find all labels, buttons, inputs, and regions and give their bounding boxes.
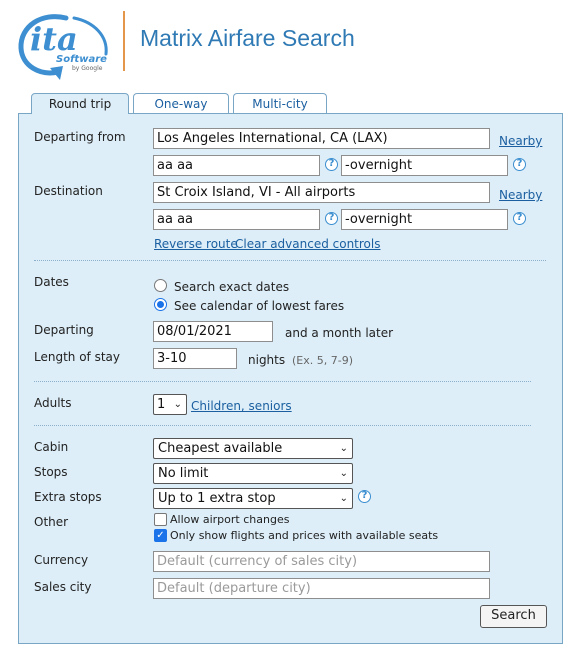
- exact-dates-label[interactable]: Search exact dates: [174, 280, 290, 294]
- destination-label: Destination: [34, 184, 103, 198]
- nights-label: nights: [248, 353, 286, 367]
- adults-select-value: 1: [157, 397, 166, 412]
- chevron-down-icon: ⌄: [339, 493, 348, 504]
- reverse-route-link[interactable]: Reverse route: [154, 237, 238, 251]
- destination-advanced-input[interactable]: aa aa: [153, 209, 320, 230]
- length-of-stay-label: Length of stay: [34, 350, 120, 364]
- adults-select[interactable]: [153, 394, 187, 415]
- help-icon[interactable]: ?: [513, 212, 526, 225]
- search-button[interactable]: Search: [480, 605, 547, 628]
- destination-nearby-link[interactable]: Nearby: [499, 188, 543, 202]
- help-icon[interactable]: ?: [325, 212, 338, 225]
- stops-label: Stops: [34, 465, 68, 479]
- logo-wordmark: ita: [30, 20, 78, 58]
- stops-select[interactable]: [153, 463, 353, 484]
- length-of-stay-hint: (Ex. 5, 7-9): [292, 354, 353, 367]
- tab-multi-city[interactable]: Multi-city: [233, 93, 327, 113]
- cabin-label: Cabin: [34, 440, 69, 454]
- page-title: Matrix Airfare Search: [140, 25, 355, 51]
- chevron-down-icon: ⌄: [173, 399, 182, 410]
- sales-city-label: Sales city: [34, 580, 92, 594]
- help-icon[interactable]: ?: [358, 490, 371, 503]
- departing-from-label: Departing from: [34, 130, 126, 144]
- section-divider: [34, 425, 531, 426]
- departing-date-input[interactable]: 08/01/2021: [153, 321, 273, 342]
- chevron-down-icon: ⌄: [339, 443, 348, 454]
- dates-label: Dates: [34, 275, 69, 289]
- extra-stops-select-value: Up to 1 extra stop: [158, 491, 276, 506]
- other-label: Other: [34, 515, 69, 529]
- cabin-select[interactable]: [153, 438, 353, 459]
- available-seats-label[interactable]: Only show flights and prices with available seats: [170, 529, 439, 542]
- clear-advanced-controls-link[interactable]: Clear advanced controls: [235, 237, 381, 251]
- origin-nearby-link[interactable]: Nearby: [499, 134, 543, 148]
- origin-input[interactable]: Los Angeles International, CA (LAX): [153, 128, 490, 149]
- departing-date-suffix: and a month later: [285, 326, 394, 340]
- logo-by-google-text: by Google: [72, 65, 103, 72]
- stops-select-value: No limit: [158, 466, 209, 481]
- allow-airport-changes-checkbox[interactable]: [154, 513, 167, 526]
- extra-stops-select[interactable]: [153, 488, 353, 509]
- extra-stops-label: Extra stops: [34, 490, 102, 504]
- help-icon[interactable]: ?: [325, 158, 338, 171]
- header-divider: [123, 11, 125, 71]
- tab-round-trip[interactable]: Round trip: [31, 93, 129, 114]
- allow-airport-changes-label[interactable]: Allow airport changes: [170, 513, 290, 526]
- section-divider: [34, 260, 546, 261]
- currency-input[interactable]: Default (currency of sales city): [153, 551, 490, 572]
- calendar-fares-label[interactable]: See calendar of lowest fares: [174, 299, 345, 313]
- chevron-down-icon: ⌄: [339, 468, 348, 479]
- ita-software-logo: [14, 10, 114, 82]
- length-of-stay-input[interactable]: 3-10: [153, 348, 237, 369]
- origin-date-modifier-input[interactable]: -overnight: [341, 155, 508, 176]
- sales-city-input[interactable]: Default (departure city): [153, 578, 490, 599]
- destination-input[interactable]: St Croix Island, VI - All airports: [153, 182, 490, 203]
- tab-one-way[interactable]: One-way: [133, 93, 229, 113]
- available-seats-checkbox[interactable]: ✓: [154, 529, 167, 542]
- departing-date-label: Departing: [34, 323, 94, 337]
- cabin-select-value: Cheapest available: [158, 441, 283, 456]
- logo-software-text: Software: [56, 54, 107, 65]
- section-divider: [34, 381, 531, 382]
- calendar-fares-radio[interactable]: [154, 298, 167, 311]
- currency-label: Currency: [34, 553, 89, 567]
- children-seniors-link[interactable]: Children, seniors: [191, 399, 292, 413]
- origin-advanced-input[interactable]: aa aa: [153, 155, 320, 176]
- destination-date-modifier-input[interactable]: -overnight: [341, 209, 508, 230]
- adults-label: Adults: [34, 396, 72, 410]
- help-icon[interactable]: ?: [513, 158, 526, 171]
- exact-dates-radio[interactable]: [154, 279, 167, 292]
